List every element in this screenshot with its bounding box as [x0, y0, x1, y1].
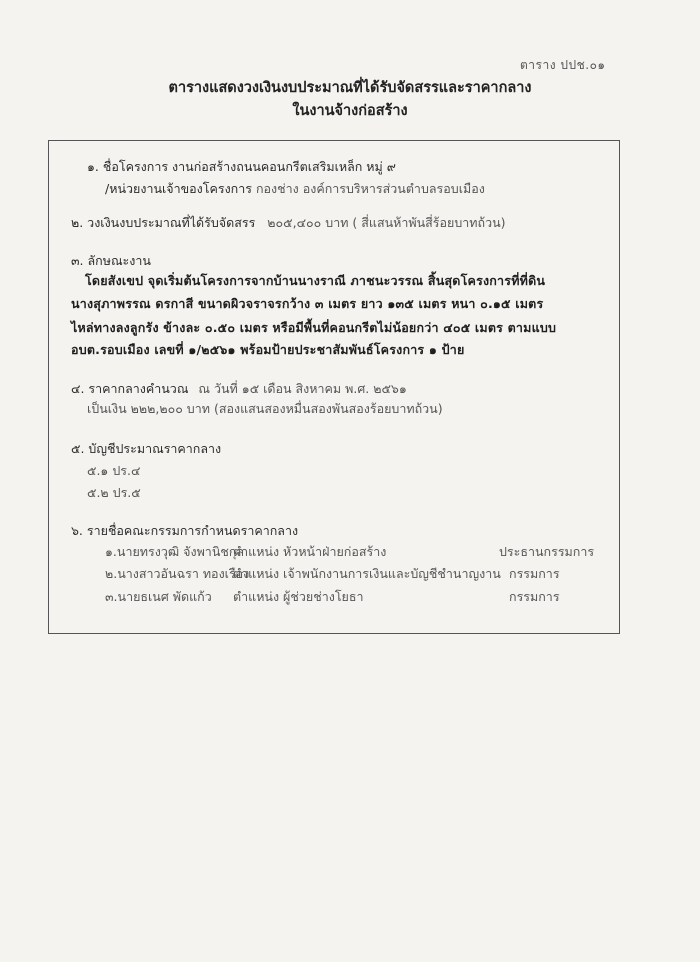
- work-description-heading: ๓. ลักษณะงาน: [71, 253, 151, 268]
- budget-label: ๒. วงเงินงบประมาณที่ได้รับจัดสรร: [71, 215, 256, 230]
- document-title: ตารางแสดงวงเงินงบประมาณที่ได้รับจัดสรรและราคากลาง: [168, 80, 532, 96]
- agency-value: กองช่าง องค์การบริหารส่วนตำบลรอบเมือง: [255, 181, 485, 196]
- price-list-item: ๕.๑ ปร.๔: [87, 463, 141, 478]
- committee-heading: ๖. รายชื่อคณะกรรมการกำหนดราคากลาง: [71, 523, 299, 538]
- median-price-label: ๔. ราคากลางคำนวณ: [71, 381, 189, 396]
- median-price-amount: เป็นเงิน ๒๒๒,๒๐๐ บาท (สองแสนสองหมื่นสองพันสองร้อยบาทถ้วน): [87, 401, 443, 416]
- committee-member-role: กรรมการ: [509, 589, 560, 604]
- content-frame: [48, 140, 620, 634]
- committee-member-name: ๑.นายทรงวุฒิ จังพานิชกุล: [105, 544, 245, 559]
- budget-line: [71, 213, 506, 233]
- work-description-line: โดยสังเขป จุดเริ่มต้นโครงการจากบ้านนางราณี ภาชนะวรรณ สิ้นสุดโครงการที่ที่ดิน: [85, 273, 546, 288]
- committee-member-name: ๒.นางสาวอันฉรา ทองเรือง: [105, 566, 250, 581]
- committee-member-position: ตำแหน่ง เจ้าพนักงานการเงินและบัญชีชำนาญงาน: [233, 566, 501, 581]
- committee-member-role: ประธานกรรมการ: [499, 544, 595, 559]
- price-list-item: ๕.๒ ปร.๕: [87, 485, 141, 500]
- committee-member-position: ตำแหน่ง ผู้ช่วยช่างโยธา: [233, 589, 364, 604]
- project-name: ๑. ชื่อโครงการ งานก่อสร้างถนนคอนกรีตเสริมเหล็ก หมู่ ๙: [87, 159, 396, 174]
- document-subtitle: ในงานจ้างก่อสร้าง: [292, 103, 408, 119]
- project-agency: [105, 179, 485, 199]
- median-price-date: ณ วันที่ ๑๕ เดือน สิงหาคม พ.ศ. ๒๕๖๑: [198, 381, 407, 396]
- work-description-line: นางสุภาพรรณ ดรกาสี ขนาดผิวจราจรกว้าง ๓ เมตร ยาว ๑๓๕ เมตร หนา ๐.๑๕ เมตร: [71, 296, 544, 311]
- work-description-line: ไหล่ทางลงลูกรัง ข้างละ ๐.๕๐ เมตร หรือมีพื้นที่คอนกรีตไม่น้อยกว่า ๔๐๕ เมตร ตามแบบ: [71, 320, 557, 335]
- committee-member-role: กรรมการ: [509, 566, 560, 581]
- agency-label: /หน่วยงานเจ้าของโครงการ: [105, 181, 252, 196]
- form-code: ตาราง ปปช.๐๑: [520, 58, 606, 72]
- committee-member-position: ตำแหน่ง หัวหน้าฝ่ายก่อสร้าง: [233, 544, 387, 559]
- committee-member-name: ๓.นายธเนศ พัดแก้ว: [105, 589, 212, 604]
- price-list-heading: ๕. บัญชีประมาณราคากลาง: [71, 441, 222, 456]
- median-price-line: [71, 379, 407, 399]
- budget-value: ๒๐๕,๔๐๐ บาท ( สี่แสนห้าพันสี่ร้อยบาทถ้วน): [267, 215, 506, 230]
- work-description-line: อบต.รอบเมือง เลขที่ ๑/๒๕๖๑ พร้อมป้ายประชาสัมพันธ์โครงการ ๑ ป้าย: [71, 342, 465, 357]
